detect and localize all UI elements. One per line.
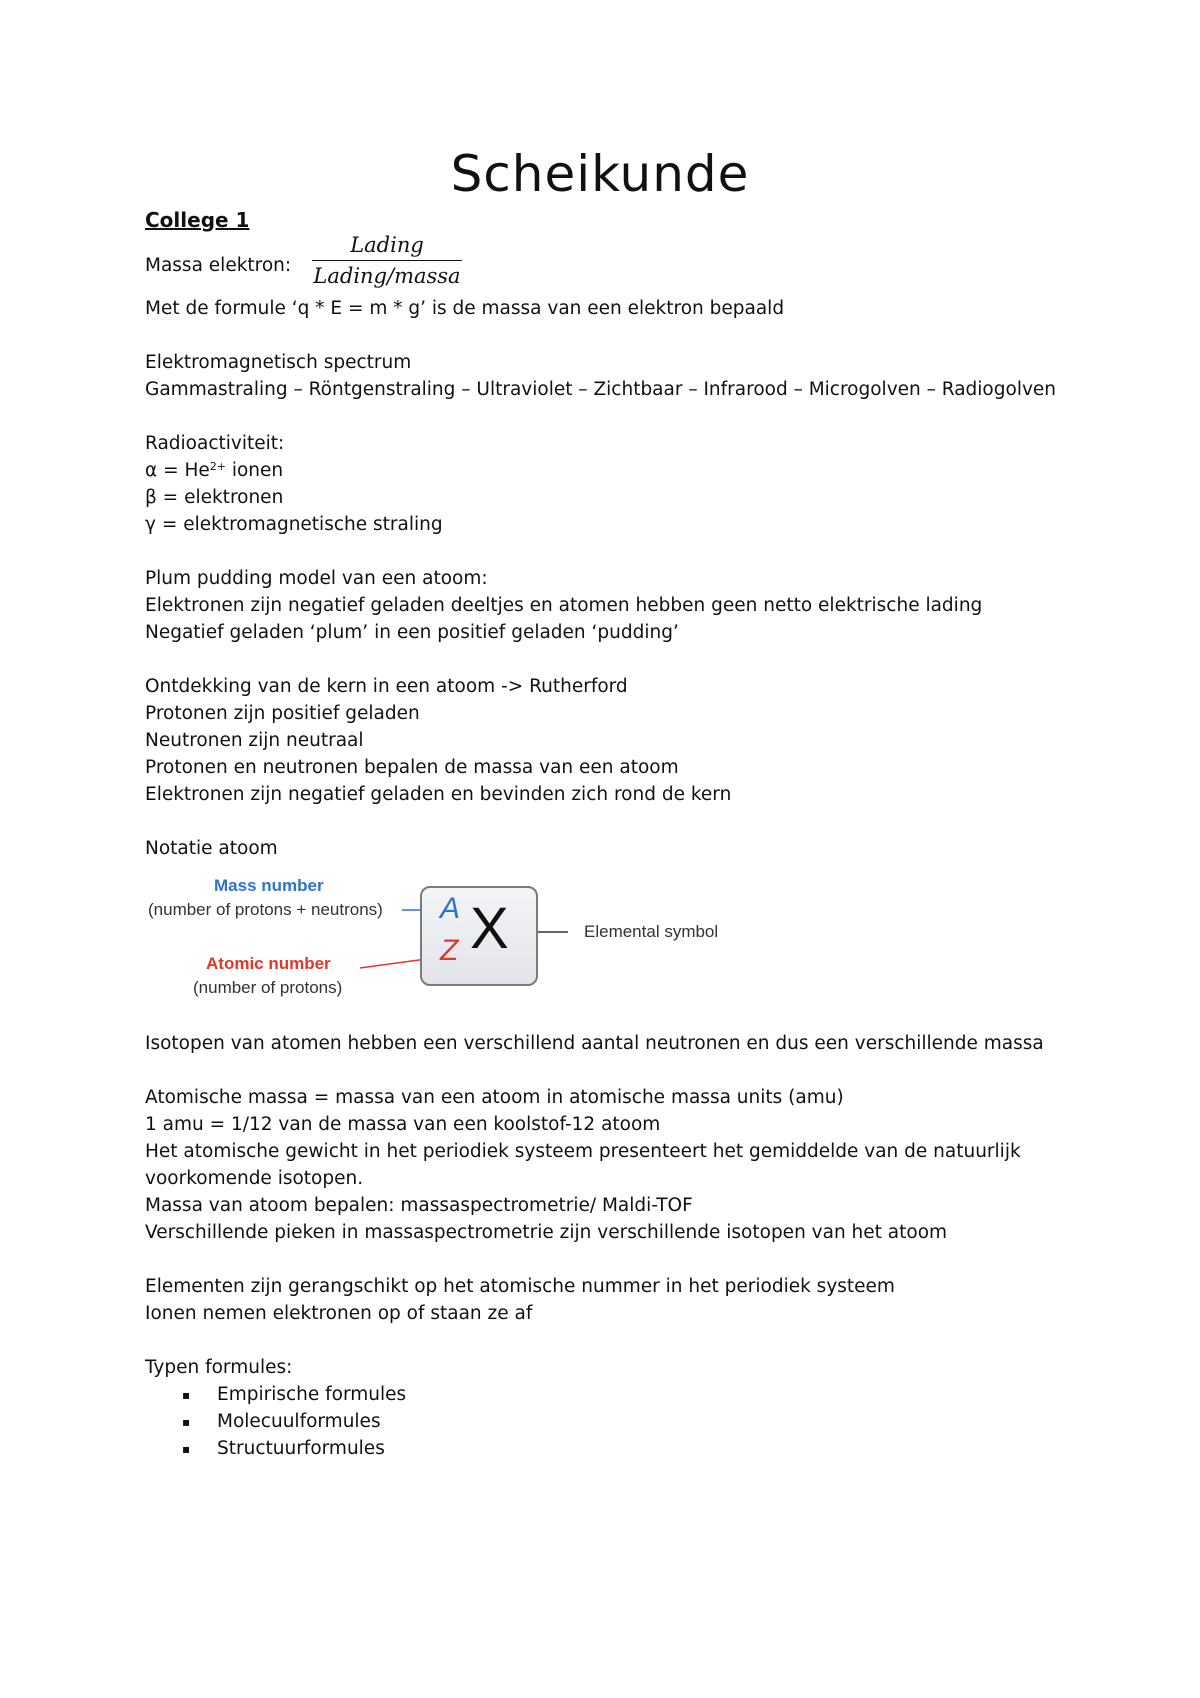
fraction-denominator: Lading/massa (313, 264, 461, 288)
text-line: Notatie atoom (145, 838, 278, 859)
text-line: Isotopen van atomen hebben een verschillend aantal neutronen en dus een verschillende massa (145, 1033, 1044, 1054)
text-line: Plum pudding model van een atoom: (145, 568, 488, 589)
text-line: Negatief geladen ‘plum’ in een positief geladen ‘pudding’ (145, 622, 679, 643)
mass-number-description: (number of protons + neutrons) (148, 900, 383, 919)
atomic-number-label: Atomic number (206, 954, 331, 973)
text-line: Protonen zijn positief geladen (145, 703, 420, 724)
alpha-text: α = He (145, 460, 210, 481)
text-line: voorkomende isotopen. (145, 1168, 364, 1189)
mass-fraction-formula (312, 232, 462, 289)
text-line: Neutronen zijn neutraal (145, 730, 364, 751)
text-line: Met de formule ‘q * E = m * g’ is de massa van een elektron bepaald (145, 298, 785, 319)
text-line: 1 amu = 1/12 van de massa van een koolstof-12 atoom (145, 1114, 661, 1135)
text-line: Verschillende pieken in massaspectrometrie zijn verschillende isotopen van het atoom (145, 1222, 948, 1243)
atom-notation-diagram (140, 872, 760, 1002)
section-heading-college: College 1 (145, 208, 250, 232)
text-line: Elektromagnetisch spectrum (145, 352, 412, 373)
text-line: Ontdekking van de kern in een atoom -> Rutherford (145, 676, 628, 697)
fraction-bar (312, 260, 462, 261)
fraction-numerator: Lading (350, 233, 424, 257)
bullet-icon: ▪ (182, 1442, 191, 1456)
atomic-number-description: (number of protons) (193, 978, 343, 997)
element-symbol: X (470, 896, 509, 961)
text-line: γ = elektromagnetische straling (145, 514, 443, 535)
list-item: Molecuulformules (217, 1411, 381, 1432)
massa-label: Massa elektron: (145, 255, 292, 276)
text-line: β = elektronen (145, 487, 284, 508)
text-line: Ionen nemen elektronen op of staan ze af (145, 1303, 533, 1324)
text-line: Elementen zijn gerangschikt op het atomische nummer in het periodiek systeem (145, 1276, 895, 1297)
text-line: Elektronen zijn negatief geladen en bevinden zich rond de kern (145, 784, 732, 805)
text-line: Protonen en neutronen bepalen de massa van een atoom (145, 757, 679, 778)
mass-number-label: Mass number (214, 876, 324, 895)
elemental-symbol-label: Elemental symbol (584, 922, 719, 941)
list-item: Structuurformules (217, 1438, 385, 1459)
document-title: Scheikunde (450, 145, 750, 203)
mass-number-symbol: A (440, 892, 461, 925)
alpha-line (145, 459, 283, 483)
atomic-number-symbol: Z (440, 934, 459, 967)
text-line: Elektronen zijn negatief geladen deeltjes en atomen hebben geen netto elektrische lading (145, 595, 983, 616)
alpha-charge: 2+ (209, 460, 226, 473)
text-line: Typen formules: (145, 1357, 293, 1378)
text-line: Het atomische gewicht in het periodiek systeem presenteert het gemiddelde van de natuurlijk (145, 1141, 1021, 1162)
text-line: Massa van atoom bepalen: massaspectrometrie/ Maldi-TOF (145, 1195, 693, 1216)
alpha-suffix: ionen (225, 460, 284, 481)
bullet-icon: ▪ (182, 1388, 191, 1402)
bullet-icon: ▪ (182, 1415, 191, 1429)
text-line: Atomische massa = massa van een atoom in atomische massa units (amu) (145, 1087, 844, 1108)
text-line: Radioactiviteit: (145, 433, 285, 454)
list-item: Empirische formules (217, 1384, 407, 1405)
text-line: Gammastraling – Röntgenstraling – Ultraviolet – Zichtbaar – Infrarood – Microgolven – Radiogolven (145, 379, 1057, 400)
